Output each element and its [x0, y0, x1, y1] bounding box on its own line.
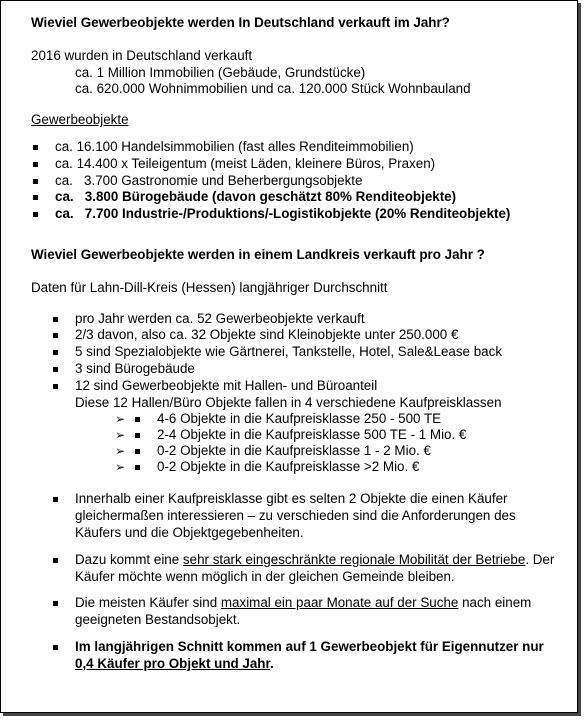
commercial-objects-list	[31, 139, 561, 223]
notes-list	[31, 491, 561, 672]
arrow-bullet-icon: ➢	[115, 460, 126, 475]
price-classes-intro: Diese 12 Hallen/Büro Objekte fallen in 4 verschiedene Kaufpreisklassen	[75, 394, 502, 410]
list-item: ca. 16.100 Handelsimmobilien (fast alles Renditeimmobilien)	[31, 139, 561, 156]
price-class-item: ➢ 4-6 Objekte in die Kaufpreisklasse 250 - 500 TE	[113, 411, 561, 427]
section1-line-b: ca. 620.000 Wohnimmobilien und ca. 120.000 Stück Wohnbauland	[75, 81, 471, 97]
section2-intro: Daten für Lahn-Dill-Kreis (Hessen) langjähriger Durchschnitt	[31, 279, 388, 295]
price-classes-list	[75, 411, 561, 475]
section1-intro: 2016 wurden in Deutschland verkauft	[31, 47, 253, 63]
list-item: ca. 3.800 Bürogebäude (davon geschätzt 80% Renditeobjekte)	[31, 189, 561, 206]
price-class-item: ➢ 0-2 Objekte in die Kaufpreisklasse >2 Mio. €	[113, 459, 561, 475]
list-item: ca. 14.400 x Teileigentum (meist Läden, kleinere Büros, Praxen)	[31, 156, 561, 173]
note-item: Dazu kommt eine sehr stark eingeschränkte regionale Mobilität der Betriebe. Der Käufer möchte wenn möglich in der gleichen Gemeinde bleiben.	[31, 552, 561, 586]
section1-line-a: ca. 1 Million Immobilien (Gebäude, Grundstücke)	[75, 64, 366, 80]
note-item: Innerhalb einer Kaufpreisklasse gibt es selten 2 Objekte die einen Käufer gleichermaßen interessieren – zu verschieden sind die Anforderungen des Käufers und die Objektgegebenheiten.	[31, 491, 561, 541]
section1-heading: Wieviel Gewerbeobjekte werden In Deutschland verkauft im Jahr?	[31, 15, 450, 30]
arrow-bullet-icon: ➢	[115, 444, 126, 459]
list-item: 5 sind Spezialobjekte wie Gärtnerei, Tankstelle, Hotel, Sale&Lease back	[31, 344, 561, 361]
document-content	[31, 15, 561, 673]
list-item: pro Jahr werden ca. 52 Gewerbeobjekte verkauft	[31, 311, 561, 328]
district-stats-list	[31, 311, 561, 476]
list-item	[31, 378, 561, 476]
price-class-item: ➢ 2-4 Objekte in die Kaufpreisklasse 500 TE - 1 Mio. €	[113, 427, 561, 443]
section1-subheading: Gewerbeobjekte	[31, 112, 129, 128]
list-item: ca. 3.700 Gastronomie und Beherbergungsobjekte	[31, 173, 561, 190]
list-item: 2/3 davon, also ca. 32 Objekte sind Kleinobjekte unter 250.000 €	[31, 327, 561, 344]
section2-heading: Wieviel Gewerbeobjekte werden in einem Landkreis verkauft pro Jahr ?	[31, 246, 485, 262]
list-item-text: 12 sind Gewerbeobjekte mit Hallen- und Büroanteil	[75, 377, 378, 393]
list-item: ca. 7.700 Industrie-/Produktions/-Logistikobjekte (20% Renditeobjekte)	[31, 206, 561, 223]
note-item: Die meisten Käufer sind maximal ein paar Monate auf der Suche nach einem geeigneten Bestandsobjekt.	[31, 595, 561, 629]
arrow-bullet-icon: ➢	[115, 412, 126, 427]
note-item: Im langjährigen Schnitt kommen auf 1 Gewerbeobjekt für Eigennutzer nur 0,4 Käufer pro Objekt und Jahr.	[31, 639, 561, 673]
price-class-item: ➢ 0-2 Objekte in die Kaufpreisklasse 1 - 2 Mio. €	[113, 443, 561, 459]
arrow-bullet-icon: ➢	[115, 428, 126, 443]
list-item: 3 sind Bürogebäude	[31, 361, 561, 378]
